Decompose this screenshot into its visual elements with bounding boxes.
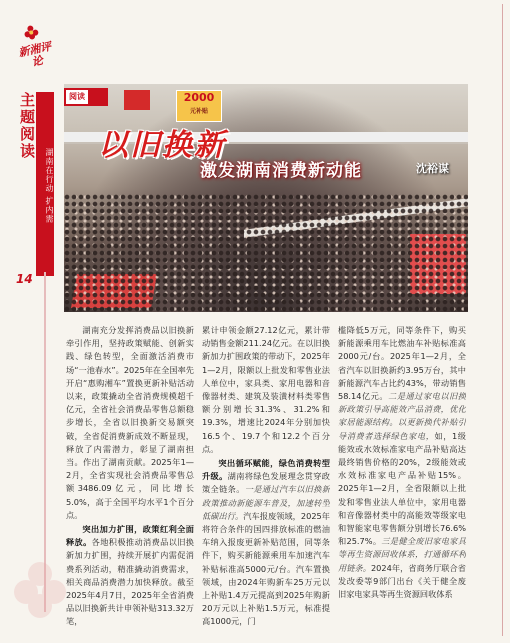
article-author: 沈裕谋 — [416, 162, 449, 175]
article-title: 以旧换新 — [98, 128, 226, 163]
paragraph-text: 槛降低5万元，同等条件下，购买新能源乘用车比燃油车补贴标准高2000元/台。2025年1—2月，全省汽车以旧换新约3.95万台，其中新能源汽车占比约43%，带动销售58.14亿元。 — [338, 325, 466, 402]
column-1 — [66, 324, 194, 636]
paragraph-text: 各地积极推动消费品以旧换新加力扩围，持续开展扩内需促消费系列活动，精准撬动消费需求，相关商品消费潜力加快释放。截至2025年4月7日，2025年全省消费品以旧换新共计申领补贴313.32万笔， — [66, 537, 194, 627]
article-body — [66, 324, 468, 636]
paragraph-emphasis: 三是健全废旧家电家具等再生资源回收体系，打通循环利用链条。 — [338, 536, 466, 573]
paragraph — [338, 324, 466, 601]
magazine-logo — [14, 31, 58, 80]
paragraph-text: 如，1级能效或水效标准家电产品补贴高达最终销售价格的20%，2级能效或水效标准家电产品补贴15%。2025年1—2月，全省限额以上批发和零售业法人单位中，家用电器和音像器材类中的高能效等级家电和智能家电零售额分别增长76.6%和25.7%。 — [338, 430, 466, 547]
paragraph: 湖南充分发挥消费品以旧换新牵引作用，坚持政策赋能、创新实践、绿色转型，全面激活消费市场“一池春水”。2025年在全国率先开启“惠购湘车”置换更新补贴活动以来，政策撬动全省消费规模超千亿元，全省社会消费品零售总额稳步增长，全省以旧换新交易额突破，全省促消费新成效不断显现，释放了内需潜力，彰显了湖南担当。作出了湖南贡献。2025年1—2月，全省实现社会消费品零售总额3486.09亿元，同比增长5.0%，高于全国平均水平1个百分点。 — [66, 325, 194, 520]
paragraph: 累计申领金额27.12亿元，累计带动销售金额211.24亿元。在以旧换新加力扩围政策的带动下，2025年1—2月，限额以上批发和零售业法人单位中，家具类、家用电器和音像器材类、建筑及装潢材料类零售额分别增长31.3%、31.2%和19.3%，增速比2024年分别加快16.5个、19.7个和12.2个百分点。 — [202, 325, 330, 454]
column-2 — [202, 324, 330, 636]
promo-sign — [176, 90, 222, 122]
read-badge-accent — [88, 88, 108, 106]
hero-photo — [64, 84, 468, 312]
sidebar — [0, 0, 64, 643]
paragraph-heading: 突出加力扩围，政策红利全面释放。 — [66, 524, 194, 548]
section-subtitle: 湖南在行动 扩内需 — [36, 92, 54, 276]
article-subtitle: 激发湖南消费新动能 — [200, 161, 362, 181]
flower-watermark-icon — [12, 560, 68, 620]
column-3 — [338, 324, 466, 636]
paragraph-text: 汽车报废领域，2025年将符合条件的国四排放标准的燃油车纳入报废更新补贴范围，同等条件下，购买新能源乘用车加速汽车补贴标准高5000元/台。汽车置换领域，由2024年购新车25万元以上补贴1.4万元提高到2025年购新20万元以上补贴1.5万元，标准提高1000元，门 — [202, 510, 330, 627]
paragraph-text: 湖南将绿色发展理念贯穿政策全链条。 — [202, 471, 330, 495]
flower-icon — [22, 23, 41, 42]
promo-amount: 2000 — [183, 91, 215, 104]
paragraph — [202, 457, 330, 629]
promo-caption: 元补贴 — [189, 108, 208, 115]
paragraph-emphasis: 二是通过家电以旧换新政策引导高能效产品消费，优化家居能源结构。以更新换代补贴引导消费者选择绿色家电， — [338, 391, 466, 441]
read-badge: 阅读 — [64, 88, 90, 106]
paragraph-emphasis: 一是通过汽车以旧换新政策推动新能源车普及，加速转型低碳出行。 — [202, 484, 330, 521]
paragraph-text: 2024年，省商务厅联合省发改委等9部门出台《关于健全废旧家电家具等再生资源回收体系 — [338, 562, 466, 600]
paragraph — [66, 523, 194, 629]
red-banner — [124, 90, 150, 110]
paragraph-heading: 突出循环赋能，绿色消费转型升级。 — [202, 458, 330, 482]
section-title: 主题阅读 — [18, 92, 36, 160]
crowd — [64, 194, 468, 312]
page-number: 14 — [16, 272, 33, 286]
magazine-logo-text: 新湘评论 — [17, 39, 53, 69]
